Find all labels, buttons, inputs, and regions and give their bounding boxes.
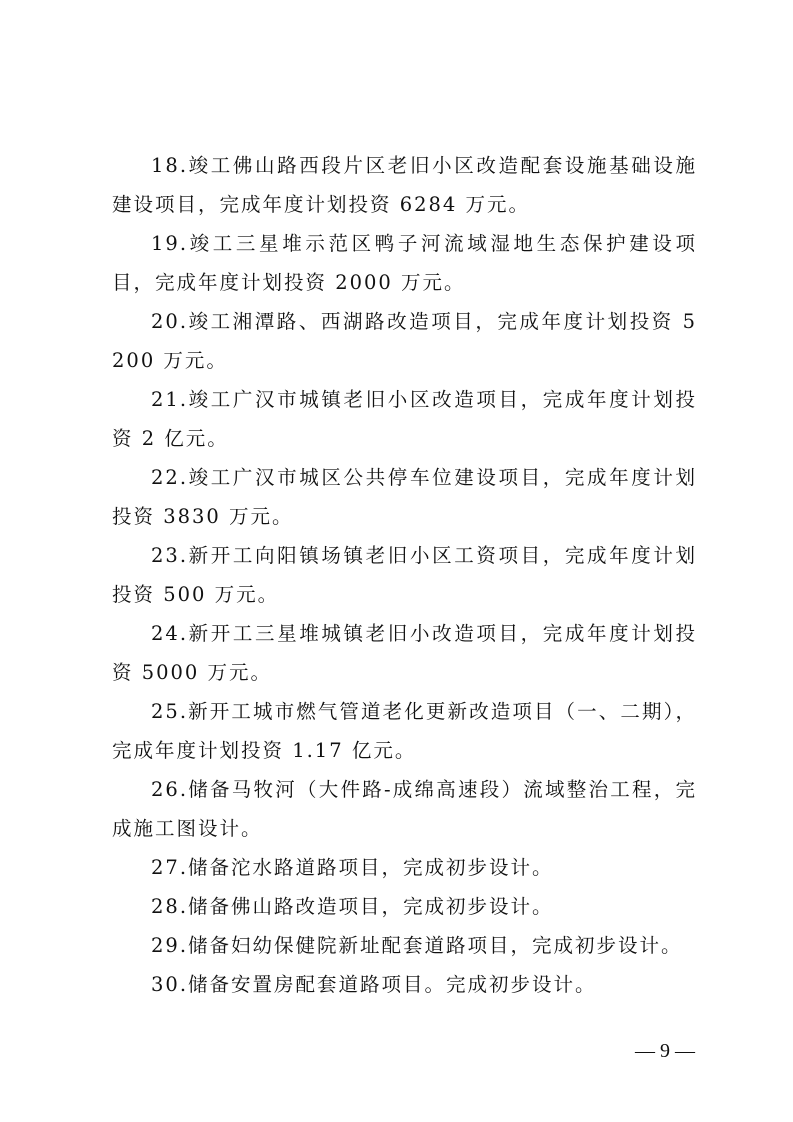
- paragraph-item-20: 20.竣工湘潭路、西湖路改造项目，完成年度计划投资 5200 万元。: [112, 310, 697, 372]
- paragraph-item-27: 27.储备沱水路道路项目，完成初步设计。: [151, 856, 554, 879]
- paragraph-item-28: 28.储备佛山路改造项目，完成初步设计。: [151, 895, 554, 918]
- paragraph-item-22: 22.竣工广汉市城区公共停车位建设项目，完成年度计划投资 3830 万元。: [112, 466, 697, 528]
- paragraph-item-19: 19.竣工三星堆示范区鸭子河流域湿地生态保护建设项目，完成年度计划投资 2000 万元。: [112, 232, 697, 294]
- paragraph-item-18: 18.竣工佛山路西段片区老旧小区改造配套设施基础设施建设项目，完成年度计划投资 6284 万元。: [112, 154, 697, 216]
- paragraph-item-30: 30.储备安置房配套道路项目。完成初步设计。: [151, 973, 597, 996]
- paragraph-item-25: 25.新开工城市燃气管道老化更新改造项目（一、二期），完成年度计划投资 1.17 亿元。: [112, 700, 697, 762]
- paragraph-item-26: 26.储备马牧河（大件路-成绵高速段）流域整治工程，完成施工图设计。: [112, 778, 697, 840]
- body-text: [112, 146, 697, 1004]
- paragraph-item-23: 23.新开工向阳镇场镇老旧小区工资项目，完成年度计划投资 500 万元。: [112, 544, 697, 606]
- paragraph-item-29: 29.储备妇幼保健院新址配套道路项目，完成初步设计。: [151, 934, 683, 957]
- paragraph-item-24: 24.新开工三星堆城镇老旧小改造项目，完成年度计划投资 5000 万元。: [112, 622, 697, 684]
- page-number: — 9 —: [635, 1040, 695, 1062]
- paragraph-item-21: 21.竣工广汉市城镇老旧小区改造项目，完成年度计划投资 2 亿元。: [112, 388, 697, 450]
